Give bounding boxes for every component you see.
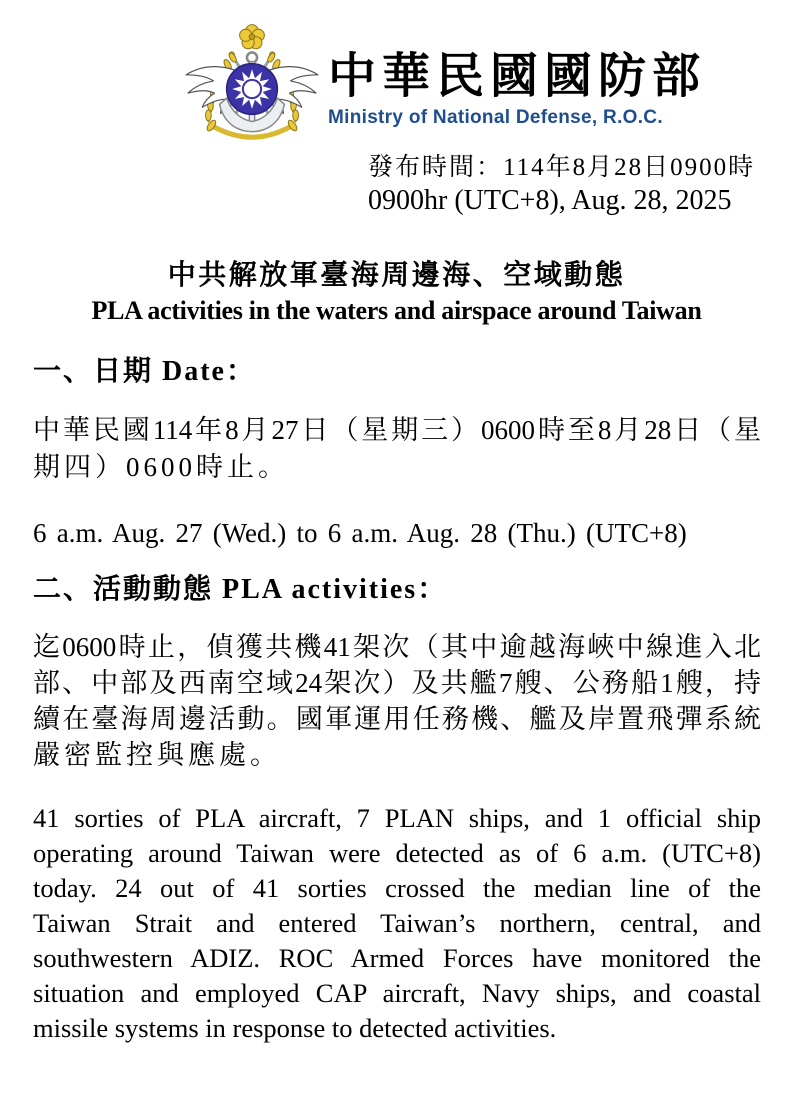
text-line: 嚴密監控與應處。 bbox=[33, 740, 281, 770]
org-names bbox=[328, 24, 706, 129]
document-title-en: PLA activities in the waters and airspace around Taiwan bbox=[91, 296, 702, 325]
release-time bbox=[368, 151, 755, 217]
header bbox=[181, 24, 706, 150]
text-line: 中華民國114年8月27日（星期三）0600時至8月28日（星 bbox=[33, 415, 761, 445]
org-name-zh: 中華民國國防部 bbox=[328, 50, 707, 103]
text-line: today. 24 out of 41 sorties crossed the median line of the bbox=[33, 873, 761, 903]
release-time-en: 0900hr (UTC+8), Aug. 28, 2025 bbox=[368, 185, 732, 216]
plum-blossom bbox=[240, 25, 265, 49]
text-line: 續在臺海周邊活動。國軍運用任務機、艦及岸置飛彈系統 bbox=[33, 704, 761, 734]
org-name-en: Ministry of National Defense, R.O.C. bbox=[328, 107, 663, 129]
release-time-zh: 發布時間：114年8月28日0900時 bbox=[368, 154, 756, 181]
document-title bbox=[0, 257, 793, 328]
document-title-zh: 中共解放軍臺海周邊海、空域動態 bbox=[167, 260, 626, 291]
text-line: 迄0600時止，偵獲共機41架次（其中逾越海峽中線進入北 bbox=[33, 632, 761, 662]
section-activities-heading: 二、活動動態 PLA activities： bbox=[33, 574, 448, 605]
sun-roundel bbox=[227, 64, 278, 115]
text-line: operating around Taiwan were detected as of 6 a.m. (UTC+8) bbox=[33, 838, 761, 868]
text-line: missile systems in response to detected activities. bbox=[33, 1013, 557, 1043]
section-date-body-zh bbox=[33, 412, 761, 485]
section-date-body-en bbox=[33, 516, 761, 551]
section-date-heading: 一、日期 Date： bbox=[33, 356, 256, 387]
section-activities-body-zh bbox=[33, 629, 761, 773]
text-line: 期四）0600時止。 bbox=[33, 451, 289, 482]
mnd-emblem-icon bbox=[181, 24, 323, 150]
text-line: 6 a.m. Aug. 27 (Wed.) to 6 a.m. Aug. 28 (Thu.) (UTC+8) bbox=[33, 518, 687, 548]
text-line: southwestern ADIZ. ROC Armed Forces have monitored the bbox=[33, 943, 761, 973]
section-activities-body-en bbox=[33, 801, 761, 1046]
text-line: Taiwan Strait and entered Taiwan’s northern, central, and bbox=[33, 908, 761, 938]
text-line: 部、中部及西南空域24架次）及共艦7艘、公務船1艘，持 bbox=[33, 668, 761, 698]
text-line: situation and employed CAP aircraft, Navy ships, and coastal bbox=[33, 978, 761, 1008]
text-line: 41 sorties of PLA aircraft, 7 PLAN ships, and 1 official ship bbox=[33, 803, 761, 833]
